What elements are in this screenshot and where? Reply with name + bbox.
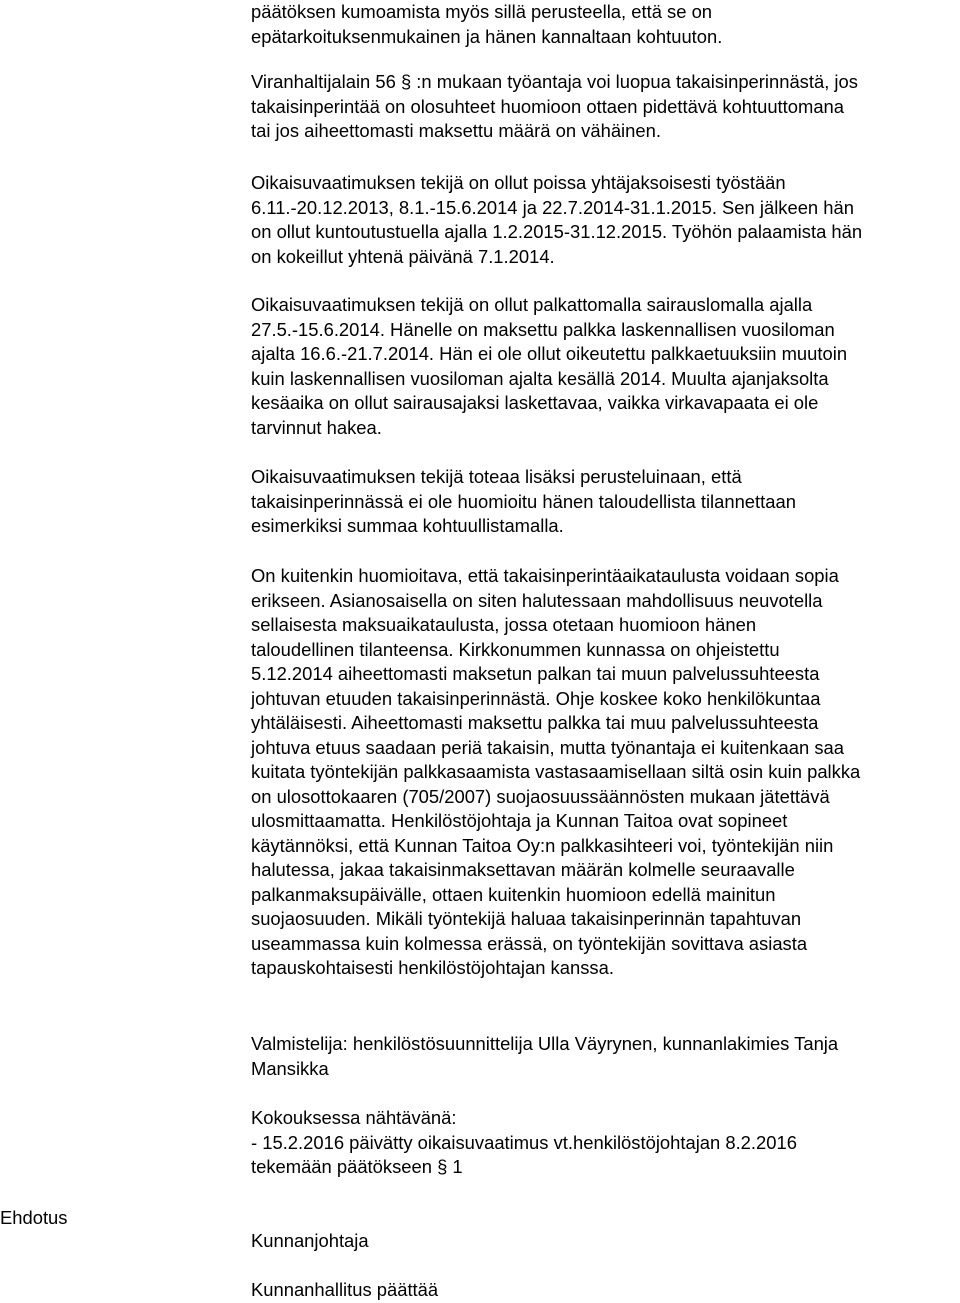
text-line: epätarkoituksenmukainen ja hänen kannaltaan kohtuuton. (251, 25, 723, 47)
text-line: Kunnanjohtaja (251, 1230, 369, 1251)
text-line: takaisinperintää on olosuhteet huomioon ottaen pidettävä kohtuuttomana (251, 95, 845, 117)
paragraph-unpaid-leave (251, 293, 847, 440)
text-line: on ulosottokaaren (705/2007) suojaosuussäännösten mukaan jätettävä (251, 785, 830, 807)
text-line: käytännöksi, että Kunnan Taitoa Oy:n palkkasihteeri voi, työntekijän niin (251, 834, 834, 856)
text-line: sellaisesta maksuaikataulusta, jossa otetaan huomioon hänen (251, 614, 757, 635)
text-line: useammassa kuin kolmessa erässä, on työntekijän sovittava asiasta (251, 932, 808, 954)
text-line: päätöksen kumoamista myös sillä perusteella, että se on (251, 1, 713, 22)
text-line: yhtäläisesti. Aiheettomasti maksettu palkka tai muu palvelussuhteesta (251, 712, 819, 733)
text-line: taloudellinen tilanteensa. Kirkkonummen kunnassa on ohjeistettu (251, 638, 780, 660)
text-line: - 15.2.2016 päivätty oikaisuvaatimus vt.henkilöstöjohtajan 8.2.2016 (251, 1131, 797, 1153)
text-line: Kokouksessa nähtävänä: (251, 1107, 457, 1128)
text-line: tapauskohtaisesti henkilöstöjohtajan kanssa. (251, 957, 614, 978)
text-line: erikseen. Asianosaisella on siten halutessaan mahdollisuus neuvotella (251, 589, 823, 611)
paragraph-appeal-continuation (251, 0, 722, 49)
text-line: takaisinperinnässä ei ole huomioitu hänen taloudellista tilannettaan (251, 490, 796, 512)
text-line: on kokeillut yhtenä päivänä 7.1.2014. (251, 245, 555, 267)
text-line: palkanmaksupäivälle, ottaen kuitenkin huomioon edellä mainitun (251, 883, 776, 905)
text-line: 5.12.2014 aiheettomasti maksetun palkan tai muun palvelussuhteesta (251, 663, 820, 684)
paragraph-proposer (251, 1229, 369, 1254)
paragraph-repayment-schedule (251, 564, 860, 981)
text-line: johtuvan etuuden takaisinperinnästä. Ohje koskee koko henkilökuntaa (251, 687, 821, 709)
text-line: kuitata työntekijän palkkasaamista vastasaamisellaan siltä osin kuin palkka (251, 761, 861, 782)
text-line: halutessa, jakaa takaisinmaksettavan määrän kolmelle seuraavalle (251, 859, 795, 880)
text-line: Kunnanhallitus päättää (251, 1279, 439, 1300)
text-line: Oikaisuvaatimuksen tekijä toteaa lisäksi perusteluinaan, että (251, 466, 742, 487)
text-line: On kuitenkin huomioitava, että takaisinperintäaikataulusta voidaan sopia (251, 565, 839, 586)
text-line: 27.5.-15.6.2014. Hänelle on maksettu palkka laskennallisen vuosiloman (251, 318, 835, 340)
paragraph-decision (251, 1278, 438, 1303)
text-line: Valmistelija: henkilöstösuunnittelija Ulla Väyrynen, kunnanlakimies Tanja (251, 1033, 839, 1054)
text-line: tekemään päätökseen § 1 (251, 1156, 463, 1177)
text-line: Viranhaltijalain 56 § :n mukaan työantaja voi luopua takaisinperinnästä, jos (251, 71, 858, 92)
text-line: on ollut kuntoutustuella ajalla 1.2.2015-31.12.2015. Työhön palaamista hän (251, 221, 863, 242)
text-line: Oikaisuvaatimuksen tekijä on ollut poissa yhtäjaksoisesti työstään (251, 172, 786, 193)
text-line: Oikaisuvaatimuksen tekijä on ollut palkattomalla sairauslomalla ajalla (251, 294, 813, 315)
text-line: johtuva etuus saadaan periä takaisin, mutta työnantaja ei kuitenkaan saa (251, 736, 844, 758)
text-line: kesäaika on ollut sairausajaksi laskettavaa, vaikka virkavapaata ei ole (251, 392, 819, 413)
paragraph-meeting-documents (251, 1106, 797, 1180)
paragraph-absence-periods (251, 171, 862, 269)
text-line: kuin laskennallisen vuosiloman ajalta kesällä 2014. Muulta ajanjaksolta (251, 367, 829, 389)
paragraph-legal-basis (251, 70, 858, 144)
text-line: ajalta 16.6.-21.7.2014. Hän ei ole ollut oikeutettu palkkaetuuksiin muutoin (251, 343, 848, 364)
text-line: tai jos aiheettomasti maksettu määrä on vähäinen. (251, 120, 661, 141)
text-line: tarvinnut hakea. (251, 416, 382, 438)
text-line: ulosmittaamatta. Henkilöstöjohtaja ja Kunnan Taitoa ovat sopineet (251, 810, 788, 831)
paragraph-financial-situation (251, 465, 796, 539)
proposal-label: Ehdotus (0, 1207, 68, 1228)
text-line: esimerkiksi summaa kohtuullistamalla. (251, 515, 564, 536)
text-line: 6.11.-20.12.2013, 8.1.-15.6.2014 ja 22.7.2014-31.1.2015. Sen jälkeen hän (251, 196, 854, 218)
text-line: Mansikka (251, 1057, 329, 1079)
text-line: suojaosuuden. Mikäli työntekijä haluaa takaisinperinnän tapahtuvan (251, 908, 802, 929)
paragraph-preparer (251, 1032, 838, 1081)
